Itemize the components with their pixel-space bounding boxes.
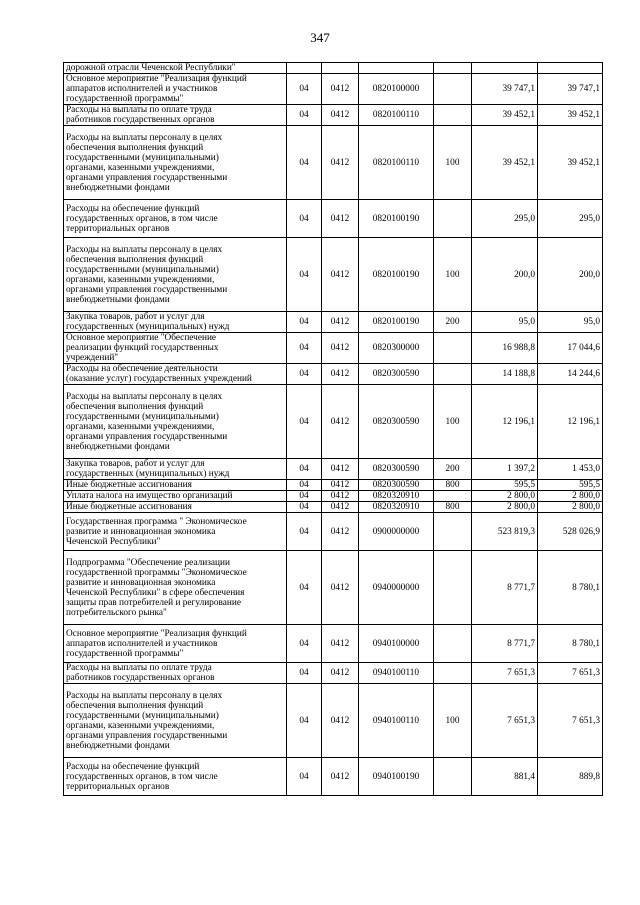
expense-name-cell bbox=[64, 513, 287, 551]
expense-name-line: территориальных органов bbox=[66, 223, 170, 234]
expense-name-line: внебюджетными фондами bbox=[66, 182, 170, 193]
expense-name-line: Подпрограмма "Обеспечение реализации bbox=[66, 557, 230, 568]
target-article-cell: 0820100190 bbox=[359, 200, 434, 238]
expense-name-line: внебюджетными фондами bbox=[66, 740, 170, 751]
expense-name-line: Уплата налога на имущество организаций bbox=[66, 491, 233, 501]
section-code-cell: 04 bbox=[287, 480, 322, 491]
table-row bbox=[64, 63, 603, 74]
section-code-cell: 04 bbox=[287, 364, 322, 385]
section-code-cell: 04 bbox=[287, 105, 322, 126]
expense-name-line: работников государственных органов bbox=[66, 673, 215, 683]
expense-type-cell: 100 bbox=[434, 238, 472, 312]
expense-name-line: государственных органов, в том числе bbox=[66, 771, 218, 782]
amount-year1-cell: 2 800,0 bbox=[472, 491, 538, 502]
subsection-code-cell bbox=[322, 63, 359, 74]
expense-name-cell bbox=[64, 758, 287, 796]
expense-name-line: аппаратов исполнителей и участников bbox=[66, 638, 218, 649]
section-code-cell bbox=[287, 63, 322, 74]
target-article-cell: 0820100000 bbox=[359, 74, 434, 105]
table-row bbox=[64, 238, 603, 312]
amount-year1-cell: 7 651,3 bbox=[472, 684, 538, 758]
section-code-cell: 04 bbox=[287, 200, 322, 238]
expense-name-line: органами, казенными учреждениями, bbox=[66, 720, 215, 731]
amount-year2-cell: 528 026,9 bbox=[538, 513, 603, 551]
expense-name-line: Основное мероприятие "Реализация функций bbox=[66, 74, 247, 84]
section-code-cell: 04 bbox=[287, 684, 322, 758]
amount-year1-cell: 8 771,7 bbox=[472, 625, 538, 663]
target-article-cell: 0820320910 bbox=[359, 491, 434, 502]
expense-name-line: органами, казенными учреждениями, bbox=[66, 162, 215, 173]
expense-type-cell: 200 bbox=[434, 459, 472, 480]
target-article-cell: 0820100110 bbox=[359, 105, 434, 126]
expense-type-cell: 800 bbox=[434, 502, 472, 513]
subsection-code-cell: 0412 bbox=[322, 663, 359, 684]
expense-name-line: органами управления государственными bbox=[66, 431, 228, 442]
expense-name-line: Расходы на выплаты по оплате труда bbox=[66, 663, 212, 673]
expense-name-line: Расходы на обеспечение деятельности bbox=[66, 364, 218, 374]
amount-year1-cell: 39 747,1 bbox=[472, 74, 538, 105]
amount-year2-cell: 17 044,6 bbox=[538, 333, 603, 364]
amount-year1-cell: 16 988,8 bbox=[472, 333, 538, 364]
amount-year1-cell: 200,0 bbox=[472, 238, 538, 312]
expense-type-cell bbox=[434, 333, 472, 364]
expense-type-cell bbox=[434, 200, 472, 238]
subsection-code-cell: 0412 bbox=[322, 513, 359, 551]
expense-name-cell bbox=[64, 200, 287, 238]
expense-name-line: Основное мероприятие "Реализация функций bbox=[66, 628, 247, 639]
amount-year1-cell: 12 196,1 bbox=[472, 385, 538, 459]
expense-name-line: государственными (муниципальными) bbox=[66, 264, 219, 275]
target-article-cell bbox=[359, 63, 434, 74]
expense-name-cell bbox=[64, 459, 287, 480]
expense-name-line: обеспечения выполнения функций bbox=[66, 142, 204, 153]
amount-year2-cell: 295,0 bbox=[538, 200, 603, 238]
expense-name-line: Чеченской Республики" bbox=[66, 536, 161, 547]
expense-name-cell bbox=[64, 333, 287, 364]
section-code-cell: 04 bbox=[287, 663, 322, 684]
expense-type-cell bbox=[434, 551, 472, 625]
expense-name-line: Расходы на обеспечение функций bbox=[66, 203, 200, 214]
expense-type-cell: 800 bbox=[434, 480, 472, 491]
amount-year1-cell: 8 771,7 bbox=[472, 551, 538, 625]
subsection-code-cell: 0412 bbox=[322, 491, 359, 502]
section-code-cell: 04 bbox=[287, 758, 322, 796]
expense-name-line: внебюджетными фондами bbox=[66, 294, 170, 305]
expense-name-cell bbox=[64, 480, 287, 491]
amount-year1-cell: 14 188,8 bbox=[472, 364, 538, 385]
table-row bbox=[64, 364, 603, 385]
amount-year1-cell: 2 800,0 bbox=[472, 502, 538, 513]
subsection-code-cell: 0412 bbox=[322, 459, 359, 480]
table-row bbox=[64, 551, 603, 625]
amount-year2-cell: 2 800,0 bbox=[538, 502, 603, 513]
expense-name-line: государственной программы" bbox=[66, 94, 184, 104]
expense-type-cell bbox=[434, 105, 472, 126]
subsection-code-cell: 0412 bbox=[322, 105, 359, 126]
table-row bbox=[64, 684, 603, 758]
expense-type-cell bbox=[434, 625, 472, 663]
expense-type-cell bbox=[434, 758, 472, 796]
expense-name-line: Расходы на выплаты персоналу в целях bbox=[66, 132, 223, 143]
expense-name-line: государственными (муниципальными) bbox=[66, 152, 219, 163]
table-row bbox=[64, 480, 603, 491]
target-article-cell: 0820100110 bbox=[359, 126, 434, 200]
expense-name-cell bbox=[64, 63, 287, 74]
expense-name-line: государственными (муниципальными) bbox=[66, 710, 219, 721]
expense-name-line: Расходы на выплаты персоналу в целях bbox=[66, 690, 223, 701]
section-code-cell: 04 bbox=[287, 491, 322, 502]
expense-type-cell bbox=[434, 364, 472, 385]
amount-year1-cell bbox=[472, 63, 538, 74]
section-code-cell: 04 bbox=[287, 625, 322, 663]
amount-year1-cell: 39 452,1 bbox=[472, 105, 538, 126]
amount-year2-cell: 200,0 bbox=[538, 238, 603, 312]
page-number: 347 bbox=[310, 30, 330, 45]
expense-type-cell bbox=[434, 491, 472, 502]
expense-name-line: обеспечения выполнения функций bbox=[66, 401, 204, 412]
subsection-code-cell: 0412 bbox=[322, 480, 359, 491]
amount-year2-cell: 39 452,1 bbox=[538, 126, 603, 200]
expense-name-line: учреждений" bbox=[66, 353, 119, 363]
section-code-cell: 04 bbox=[287, 333, 322, 364]
target-article-cell: 0900000000 bbox=[359, 513, 434, 551]
subsection-code-cell: 0412 bbox=[322, 364, 359, 385]
section-code-cell: 04 bbox=[287, 126, 322, 200]
section-code-cell: 04 bbox=[287, 238, 322, 312]
table-row bbox=[64, 385, 603, 459]
amount-year1-cell: 1 397,2 bbox=[472, 459, 538, 480]
table-row bbox=[64, 333, 603, 364]
expense-name-cell bbox=[64, 385, 287, 459]
expense-name-line: Основное мероприятие "Обеспечение bbox=[66, 333, 217, 343]
subsection-code-cell: 0412 bbox=[322, 238, 359, 312]
subsection-code-cell: 0412 bbox=[322, 551, 359, 625]
table-row bbox=[64, 625, 603, 663]
amount-year2-cell: 889,8 bbox=[538, 758, 603, 796]
expense-name-line: государственных (муниципальных) нужд bbox=[66, 469, 230, 479]
expense-name-line: государственными (муниципальными) bbox=[66, 411, 219, 422]
amount-year1-cell: 523 819,3 bbox=[472, 513, 538, 551]
table-row bbox=[64, 502, 603, 513]
section-code-cell: 04 bbox=[287, 312, 322, 333]
subsection-code-cell: 0412 bbox=[322, 200, 359, 238]
expense-type-cell: 200 bbox=[434, 312, 472, 333]
amount-year1-cell: 881,4 bbox=[472, 758, 538, 796]
table-row bbox=[64, 74, 603, 105]
expense-name-line: органами управления государственными bbox=[66, 284, 228, 295]
target-article-cell: 0940100190 bbox=[359, 758, 434, 796]
amount-year1-cell: 95,0 bbox=[472, 312, 538, 333]
expense-name-line: государственной программы" bbox=[66, 648, 184, 659]
table-row bbox=[64, 459, 603, 480]
expense-name-line: (оказание услуг) государственных учреждений bbox=[66, 374, 252, 384]
expense-name-cell bbox=[64, 502, 287, 513]
expense-name-line: государственных органов, в том числе bbox=[66, 213, 218, 224]
table-row bbox=[64, 491, 603, 502]
amount-year2-cell: 7 651,3 bbox=[538, 663, 603, 684]
expense-name-line: Расходы на обеспечение функций bbox=[66, 761, 200, 772]
table-row bbox=[64, 126, 603, 200]
expense-name-line: Расходы на выплаты персоналу в целях bbox=[66, 244, 223, 255]
subsection-code-cell: 0412 bbox=[322, 758, 359, 796]
expense-name-cell bbox=[64, 684, 287, 758]
expense-name-cell bbox=[64, 238, 287, 312]
expense-name-cell bbox=[64, 105, 287, 126]
expense-name-line: дорожной отрасли Чеченской Республики" bbox=[66, 63, 236, 73]
expense-name-cell bbox=[64, 625, 287, 663]
subsection-code-cell: 0412 bbox=[322, 385, 359, 459]
table-row bbox=[64, 200, 603, 238]
amount-year1-cell: 295,0 bbox=[472, 200, 538, 238]
section-code-cell: 04 bbox=[287, 502, 322, 513]
amount-year2-cell: 95,0 bbox=[538, 312, 603, 333]
expense-name-cell bbox=[64, 491, 287, 502]
expense-name-line: развитие и инновационная экономика bbox=[66, 577, 216, 588]
expense-name-line: органами, казенными учреждениями, bbox=[66, 421, 215, 432]
expense-name-line: государственной программы "Экономическое bbox=[66, 567, 247, 578]
expense-name-line: аппаратов исполнителей и участников bbox=[66, 84, 218, 94]
table-row bbox=[64, 663, 603, 684]
expense-name-line: Государственная программа " Экономическое bbox=[66, 516, 247, 527]
expense-name-line: государственных (муниципальных) нужд bbox=[66, 322, 230, 332]
expense-name-cell bbox=[64, 74, 287, 105]
amount-year2-cell: 39 747,1 bbox=[538, 74, 603, 105]
expense-name-line: внебюджетными фондами bbox=[66, 441, 170, 452]
amount-year2-cell: 8 780,1 bbox=[538, 551, 603, 625]
expense-name-cell bbox=[64, 312, 287, 333]
expense-type-cell bbox=[434, 663, 472, 684]
expense-name-cell bbox=[64, 126, 287, 200]
subsection-code-cell: 0412 bbox=[322, 684, 359, 758]
target-article-cell: 0820300590 bbox=[359, 385, 434, 459]
amount-year2-cell: 8 780,1 bbox=[538, 625, 603, 663]
target-article-cell: 0940100110 bbox=[359, 684, 434, 758]
subsection-code-cell: 0412 bbox=[322, 625, 359, 663]
amount-year1-cell: 7 651,3 bbox=[472, 663, 538, 684]
expense-type-cell: 100 bbox=[434, 684, 472, 758]
section-code-cell: 04 bbox=[287, 459, 322, 480]
section-code-cell: 04 bbox=[287, 551, 322, 625]
expense-name-line: Иные бюджетные ассигнования bbox=[66, 480, 192, 490]
subsection-code-cell: 0412 bbox=[322, 74, 359, 105]
amount-year2-cell: 7 651,3 bbox=[538, 684, 603, 758]
table-row bbox=[64, 105, 603, 126]
expense-name-line: Иные бюджетные ассигнования bbox=[66, 502, 192, 512]
target-article-cell: 0940000000 bbox=[359, 551, 434, 625]
table-row bbox=[64, 758, 603, 796]
expense-name-line: Чеченской Республики" в сфере обеспечения bbox=[66, 587, 245, 598]
subsection-code-cell: 0412 bbox=[322, 312, 359, 333]
expense-name-line: Закупка товаров, работ и услуг для bbox=[66, 312, 205, 322]
expense-type-cell bbox=[434, 74, 472, 105]
target-article-cell: 0940100110 bbox=[359, 663, 434, 684]
amount-year2-cell bbox=[538, 63, 603, 74]
target-article-cell: 0820100190 bbox=[359, 238, 434, 312]
amount-year1-cell: 595,5 bbox=[472, 480, 538, 491]
table-row bbox=[64, 312, 603, 333]
expense-type-cell bbox=[434, 513, 472, 551]
expense-name-line: органами управления государственными bbox=[66, 730, 228, 741]
expense-name-line: органами, казенными учреждениями, bbox=[66, 274, 215, 285]
expense-type-cell: 100 bbox=[434, 126, 472, 200]
amount-year1-cell: 39 452,1 bbox=[472, 126, 538, 200]
target-article-cell: 0940100000 bbox=[359, 625, 434, 663]
expense-name-cell bbox=[64, 364, 287, 385]
target-article-cell: 0820300000 bbox=[359, 333, 434, 364]
expense-type-cell: 100 bbox=[434, 385, 472, 459]
expense-name-line: развитие и инновационная экономика bbox=[66, 526, 216, 537]
expense-name-line: территориальных органов bbox=[66, 781, 170, 792]
expense-name-line: обеспечения выполнения функций bbox=[66, 254, 204, 265]
budget-table bbox=[63, 62, 603, 796]
section-code-cell: 04 bbox=[287, 513, 322, 551]
expense-name-line: обеспечения выполнения функций bbox=[66, 700, 204, 711]
amount-year2-cell: 39 452,1 bbox=[538, 105, 603, 126]
subsection-code-cell: 0412 bbox=[322, 502, 359, 513]
expense-name-line: Закупка товаров, работ и услуг для bbox=[66, 459, 205, 469]
target-article-cell: 0820300590 bbox=[359, 480, 434, 491]
subsection-code-cell: 0412 bbox=[322, 333, 359, 364]
expense-name-line: органами управления государственными bbox=[66, 172, 228, 183]
expense-name-line: потребительского рынка" bbox=[66, 607, 167, 618]
expense-name-line: работников государственных органов bbox=[66, 115, 215, 125]
target-article-cell: 0820100190 bbox=[359, 312, 434, 333]
expense-name-cell bbox=[64, 551, 287, 625]
expense-name-line: защиты прав потребителей и регулирование bbox=[66, 597, 241, 608]
amount-year2-cell: 14 244,6 bbox=[538, 364, 603, 385]
target-article-cell: 0820300590 bbox=[359, 459, 434, 480]
target-article-cell: 0820300590 bbox=[359, 364, 434, 385]
subsection-code-cell: 0412 bbox=[322, 126, 359, 200]
expense-name-line: Расходы на выплаты персоналу в целях bbox=[66, 391, 223, 402]
amount-year2-cell: 1 453,0 bbox=[538, 459, 603, 480]
amount-year2-cell: 2 800,0 bbox=[538, 491, 603, 502]
expense-name-line: реализации функций государственных bbox=[66, 343, 219, 353]
table-row bbox=[64, 513, 603, 551]
expense-name-line: Расходы на выплаты по оплате труда bbox=[66, 105, 212, 115]
section-code-cell: 04 bbox=[287, 74, 322, 105]
amount-year2-cell: 595,5 bbox=[538, 480, 603, 491]
amount-year2-cell: 12 196,1 bbox=[538, 385, 603, 459]
target-article-cell: 0820320910 bbox=[359, 502, 434, 513]
expense-name-cell bbox=[64, 663, 287, 684]
expense-type-cell bbox=[434, 63, 472, 74]
section-code-cell: 04 bbox=[287, 385, 322, 459]
